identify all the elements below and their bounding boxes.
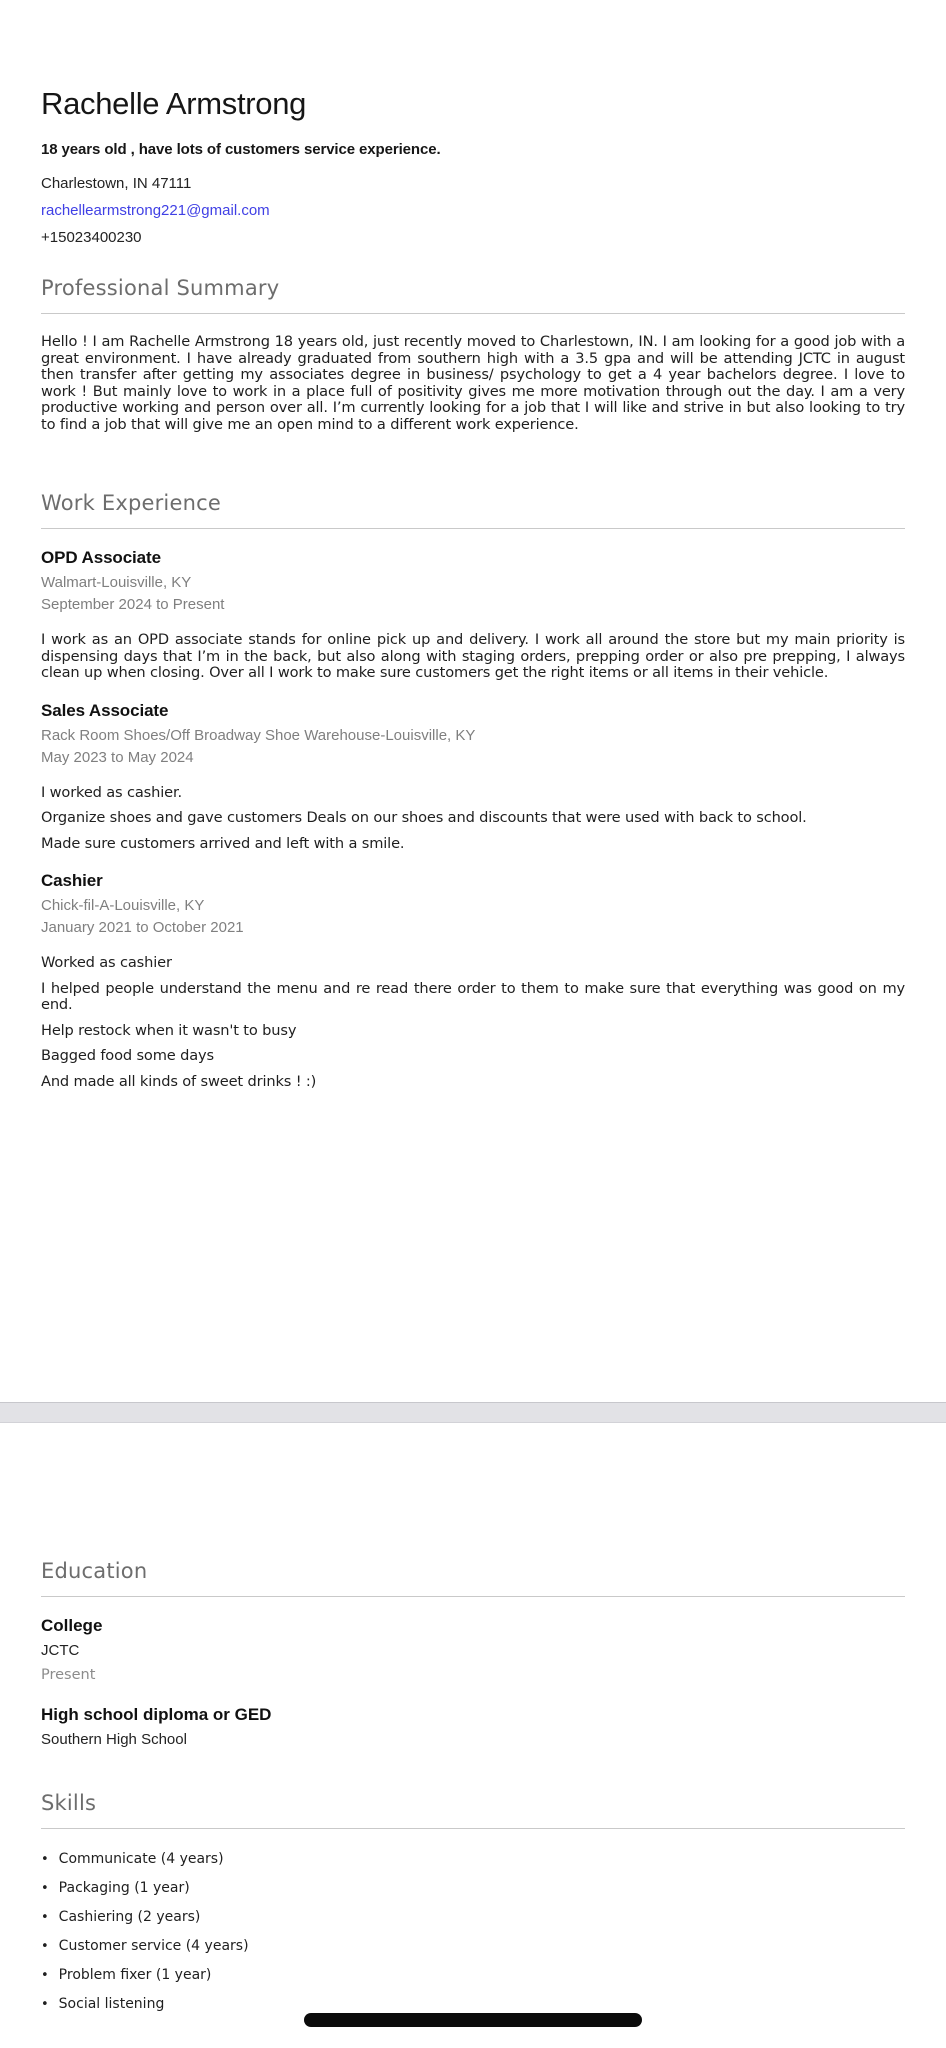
job-description-line: Worked as cashier bbox=[41, 954, 172, 971]
candidate-name: Rachelle Armstrong bbox=[41, 86, 307, 121]
job-dates: January 2021 to October 2021 bbox=[41, 919, 244, 936]
education-degree: High school diploma or GED bbox=[41, 1705, 272, 1724]
skill-item: • Problem fixer (1 year) bbox=[41, 1961, 905, 1990]
skill-item: • Customer service (4 years) bbox=[41, 1932, 905, 1961]
job-dates: May 2023 to May 2024 bbox=[41, 748, 194, 766]
skill-item: • Communicate (4 years) bbox=[41, 1845, 905, 1874]
job-description-line: I worked as cashier. bbox=[41, 783, 182, 801]
candidate-tagline: 18 years old , have lots of customers service experience. bbox=[41, 141, 441, 158]
job-description-line: I work as an OPD associate stands for online pick up and delivery. I work all around the store but my main priority is dispensing days that I’m in the back, but also along with staging orders, prepping order or also pre prepping, I always clean up when closing. Over all I work to make sure customers get the right items or all items in their vehicle. bbox=[41, 631, 905, 681]
education-dates: Present bbox=[41, 1667, 96, 1683]
job-role: OPD Associate bbox=[41, 548, 161, 567]
job-role: Sales Associate bbox=[41, 700, 169, 720]
section-education bbox=[41, 1559, 905, 1751]
job-description-line: Organize shoes and gave customers Deals on our shoes and discounts that were used with back to school. bbox=[41, 809, 807, 826]
job-company: Chick-fil-A-Louisville, KY bbox=[41, 897, 205, 914]
job-description-line: Help restock when it wasn't to busy bbox=[41, 1021, 297, 1039]
education-entry-high-school bbox=[41, 1704, 905, 1751]
skill-item: • Cashiering (2 years) bbox=[41, 1903, 905, 1932]
job-description-line: Made sure customers arrived and left with a smile. bbox=[41, 834, 405, 852]
resume-page-2 bbox=[0, 1423, 946, 2048]
education-heading: Education bbox=[41, 1559, 905, 1597]
skills-list bbox=[41, 1845, 905, 2019]
education-degree: College bbox=[41, 1616, 103, 1635]
education-school: JCTC bbox=[41, 1642, 80, 1659]
job-description bbox=[41, 785, 905, 853]
contact-email-link[interactable]: rachellearmstrong221@gmail.com bbox=[41, 202, 270, 219]
section-work-experience bbox=[41, 491, 905, 1090]
job-entry-opd-associate bbox=[41, 547, 905, 682]
job-description-line: Bagged food some days bbox=[41, 1047, 214, 1064]
job-description-line: And made all kinds of sweet drinks ! :) bbox=[41, 1072, 317, 1090]
contact-phone: +15023400230 bbox=[41, 229, 142, 246]
job-company: Rack Room Shoes/Off Broadway Shoe Warehouse-Louisville, KY bbox=[41, 726, 476, 744]
home-indicator-bar[interactable] bbox=[304, 2013, 642, 2027]
skill-item: • Packaging (1 year) bbox=[41, 1874, 905, 1903]
contact-location: Charlestown, IN 47111 bbox=[41, 175, 192, 192]
job-description bbox=[41, 955, 905, 1090]
section-professional-summary bbox=[41, 276, 905, 433]
job-entry-sales-associate bbox=[41, 700, 905, 853]
skill-item: • Social listening bbox=[41, 1990, 905, 2019]
job-description bbox=[41, 632, 905, 682]
section-skills bbox=[41, 1791, 905, 2019]
education-entry-college bbox=[41, 1615, 905, 1686]
education-school: Southern High School bbox=[41, 1731, 187, 1748]
job-role: Cashier bbox=[41, 871, 103, 890]
professional-summary-heading: Professional Summary bbox=[41, 276, 905, 314]
work-experience-heading: Work Experience bbox=[41, 491, 905, 529]
job-dates: September 2024 to Present bbox=[41, 596, 225, 613]
skills-heading: Skills bbox=[41, 1791, 905, 1829]
job-company: Walmart-Louisville, KY bbox=[41, 574, 192, 591]
contact-block bbox=[41, 170, 905, 251]
professional-summary-text: Hello ! I am Rachelle Armstrong 18 years old, just recently moved to Charlestown, IN. I am looking for a good job with a great environment. I have already graduated from southern high with a 3.5 gpa and will be attending JCTC in august then transfer after getting my associates degree in business/ psychology to get a 4 year bachelors degree. I love to work ! But mainly love to work in a place full of positivity gives me more motivation through out the day. I am a very productive working and person over all. I’m currently looking for a job that I will like and strive in but also looking to try to find a job that will give me an open mind to a different work experience. bbox=[41, 333, 905, 433]
job-description-line: I helped people understand the menu and re read there order to them to make sure that everything was good on my end. bbox=[41, 979, 905, 1013]
job-entry-cashier bbox=[41, 870, 905, 1090]
page-break-divider bbox=[0, 1402, 946, 1423]
